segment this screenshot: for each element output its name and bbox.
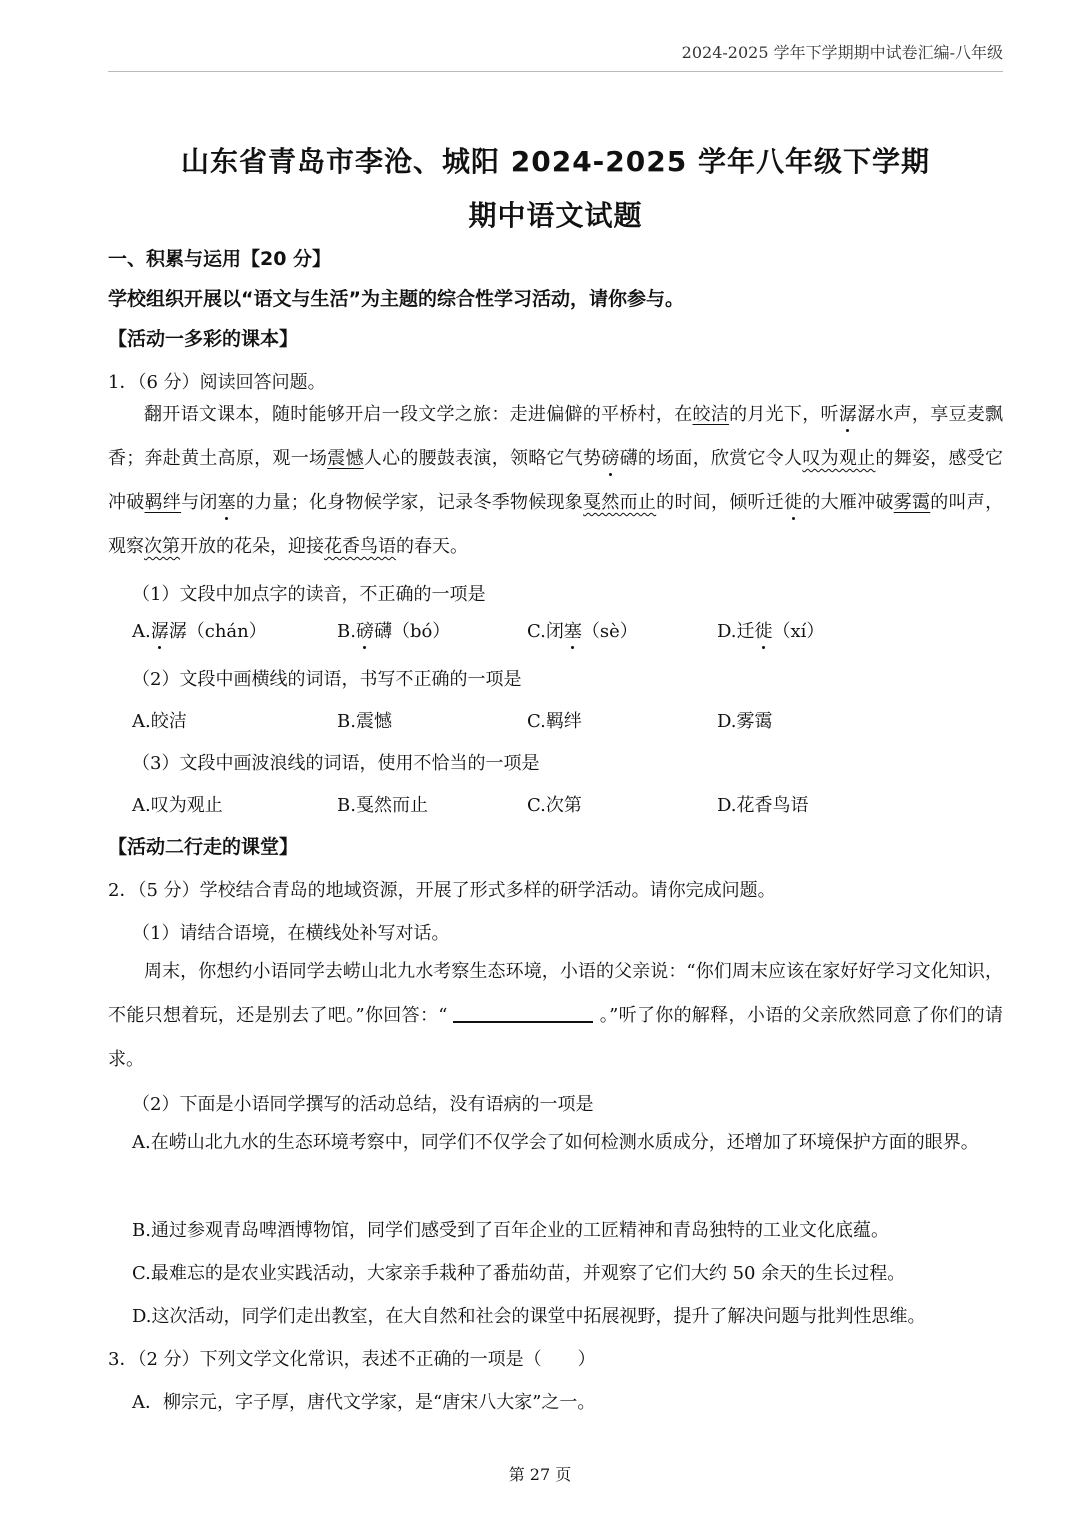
activity-intro: 学校组织开展以“语文与生活”为主题的综合性学习活动，请你参与。: [108, 288, 684, 310]
option-b[interactable]: B.震憾: [337, 711, 392, 732]
question-1-sub-1: （1）文段中加点字的读音，不正确的一项是: [132, 584, 486, 605]
wavy-word-tanwei: 叹为观止: [802, 448, 876, 469]
underlined-word-zhenhan: 震憾: [327, 448, 364, 469]
dotted-char-sai: 塞: [217, 492, 236, 513]
option-b[interactable]: B.通过参观青岛啤酒博物馆，同学们感受到了百年企业的工匠精神和青岛独特的工业文化底蕴。: [132, 1220, 889, 1241]
question-2-sub-2: （2）下面是小语同学撰写的活动总结，没有语病的一项是: [132, 1094, 594, 1115]
dotted-char-pang: 磅: [601, 448, 620, 469]
option-d[interactable]: D.迁徙（xí）: [717, 621, 825, 642]
option-c[interactable]: C.闭塞（sè）: [527, 621, 638, 642]
question-1-stem: 1．（6 分）阅读回答问题。: [108, 372, 326, 393]
running-header: 2024-2025 学年下学期期中试卷汇编-八年级: [108, 40, 1003, 72]
dotted-char-chan: 潺: [838, 404, 858, 425]
dotted-char-xi: 徙: [784, 492, 803, 513]
question-1-sub-2: （2）文段中画横线的词语，书写不正确的一项是: [132, 669, 522, 690]
option-b[interactable]: B.戛然而止: [337, 795, 428, 816]
option-d[interactable]: D.这次活动，同学们走出教室，在大自然和社会的课堂中拓展视野，提升了解决问题与批判性思维。: [132, 1306, 926, 1327]
wavy-word-jiaran: 戛然而止: [583, 492, 657, 513]
option-d[interactable]: D.雾霭: [717, 711, 773, 732]
section-heading-1: 一、积累与运用【20 分】: [108, 248, 332, 270]
title-line-1: 山东省青岛市李沧、城阳 2024-2025 学年八年级下学期: [181, 145, 930, 178]
option-d[interactable]: D.花香鸟语: [717, 795, 809, 816]
answer-blank[interactable]: [453, 1003, 593, 1023]
option-b[interactable]: B.磅礴（bó）: [337, 621, 451, 642]
wavy-word-huaxiang: 花香鸟语: [324, 536, 396, 557]
page-number: 第 27 页: [508, 1465, 572, 1484]
title-line-2: 期中语文试题: [468, 199, 643, 232]
question-2-stem: 2．（5 分）学校结合青岛的地域资源，开展了形式多样的研学活动。请你完成问题。: [108, 880, 776, 901]
option-c[interactable]: C.羁绊: [527, 711, 582, 732]
question-3-stem: 3．（2 分）下列文学文化常识，表述不正确的一项是（ ）: [108, 1349, 596, 1370]
option-a[interactable]: A.潺潺（chán）: [132, 621, 267, 642]
option-a[interactable]: A.在崂山北九水的生态环境考察中，同学们不仅学会了如何检测水质成分，还增加了环境保护方面的眼界。: [132, 1132, 979, 1153]
option-a[interactable]: A.叹为观止: [132, 795, 223, 816]
underlined-word-jiban: 羁绊: [144, 492, 182, 513]
activity-2-heading: 【活动二行走的课堂】: [108, 836, 299, 858]
underlined-word-jiaojie: 皎洁: [692, 404, 730, 425]
activity-1-heading: 【活动一多彩的课本】: [108, 328, 299, 350]
question-1-sub-3: （3）文段中画波浪线的词语，使用不恰当的一项是: [132, 753, 540, 774]
question-1-passage: 翻开语文课本，随时能够开启一段文学之旅：走进偏僻的平桥村，在皎洁的月光下，听潺潺水声，享豆麦飘香；奔赴黄土高原，观一场震憾人心的腰鼓表演，领略它气势磅礴的场面，欣赏它令人叹为观止的舞姿，感受它冲破羁绊与闭塞的力量；化身物候学家，记录冬季物候现象戛然而止的时间，倾听迁徙的大雁冲破雾霭的叫声，观察次第开放的花朵，迎接花香鸟语的春天。: [108, 404, 1004, 557]
question-2-sub-1: （1）请结合语境，在横线处补写对话。: [132, 923, 450, 944]
question-2-dialogue: 周末，你想约小语同学去崂山北九水考察生态环境，小语的父亲说：“你们周末应该在家好好学习文化知识，不能只想着玩，还是别去了吧。”你回答：“ 。”听了你的解释，小语的父亲欣然同意了你们的请求。: [108, 961, 1004, 1070]
option-a[interactable]: A．柳宗元，字子厚，唐代文学家，是“唐宋八大家”之一。: [132, 1392, 596, 1413]
option-a[interactable]: A.皎洁: [132, 711, 187, 732]
wavy-word-cidi: 次第: [144, 536, 180, 557]
option-c[interactable]: C.最难忘的是农业实践活动，大家亲手栽种了番茄幼苗，并观察了它们大约 50 余天的生长过程。: [132, 1263, 906, 1284]
option-c[interactable]: C.次第: [527, 795, 582, 816]
underlined-word-wuai: 雾霭: [893, 492, 931, 513]
